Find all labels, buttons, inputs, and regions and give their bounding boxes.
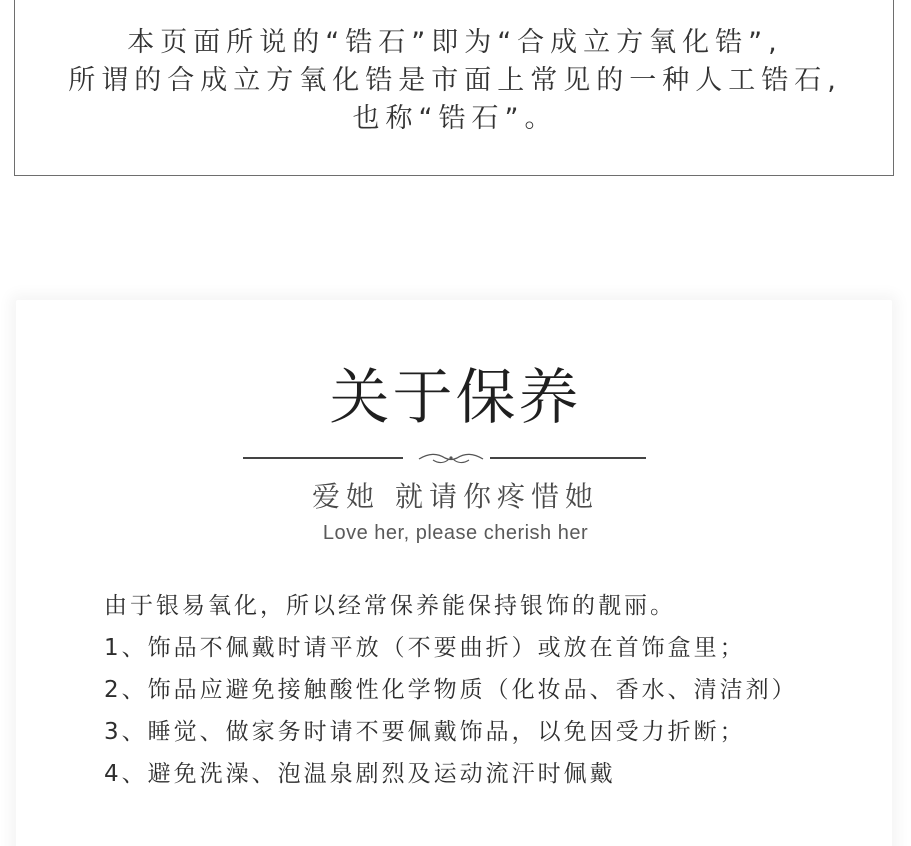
notice-text <box>15 24 895 138</box>
divider-right <box>490 457 646 459</box>
care-item-4: 4、避免洗澡、泡温泉剧烈及运动流汗时佩戴 <box>104 761 616 787</box>
divider-left <box>243 457 403 459</box>
notice-line-2: 所谓的合成立方氧化锆是市面上常见的一种人工锆石, <box>68 65 842 96</box>
care-item-2: 2、饰品应避免接触酸性化学物质（化妆品、香水、清洁剂） <box>104 677 798 703</box>
care-item-3: 3、睡觉、做家务时请不要佩戴饰品，以免因受力折断； <box>104 719 746 745</box>
care-title: 关于保养 <box>329 363 582 433</box>
care-subtitle-en: Love her, please cherish her <box>322 522 589 544</box>
care-subtitle-cn: 爱她 就请你疼惜她 <box>312 480 599 513</box>
notice-line-3: 也称“锆石”。 <box>352 103 558 134</box>
flourish-ornament-icon <box>415 449 487 467</box>
care-item-1: 1、饰品不佩戴时请平放（不要曲折）或放在首饰盒里； <box>104 635 746 661</box>
notice-line-1: 本页面所说的“锆石”即为“合成立方氧化锆”, <box>127 27 783 58</box>
care-intro: 由于银易氧化，所以经常保养能保持银饰的靓丽。 <box>104 593 676 619</box>
care-body <box>104 585 849 795</box>
notice-box <box>14 0 894 176</box>
